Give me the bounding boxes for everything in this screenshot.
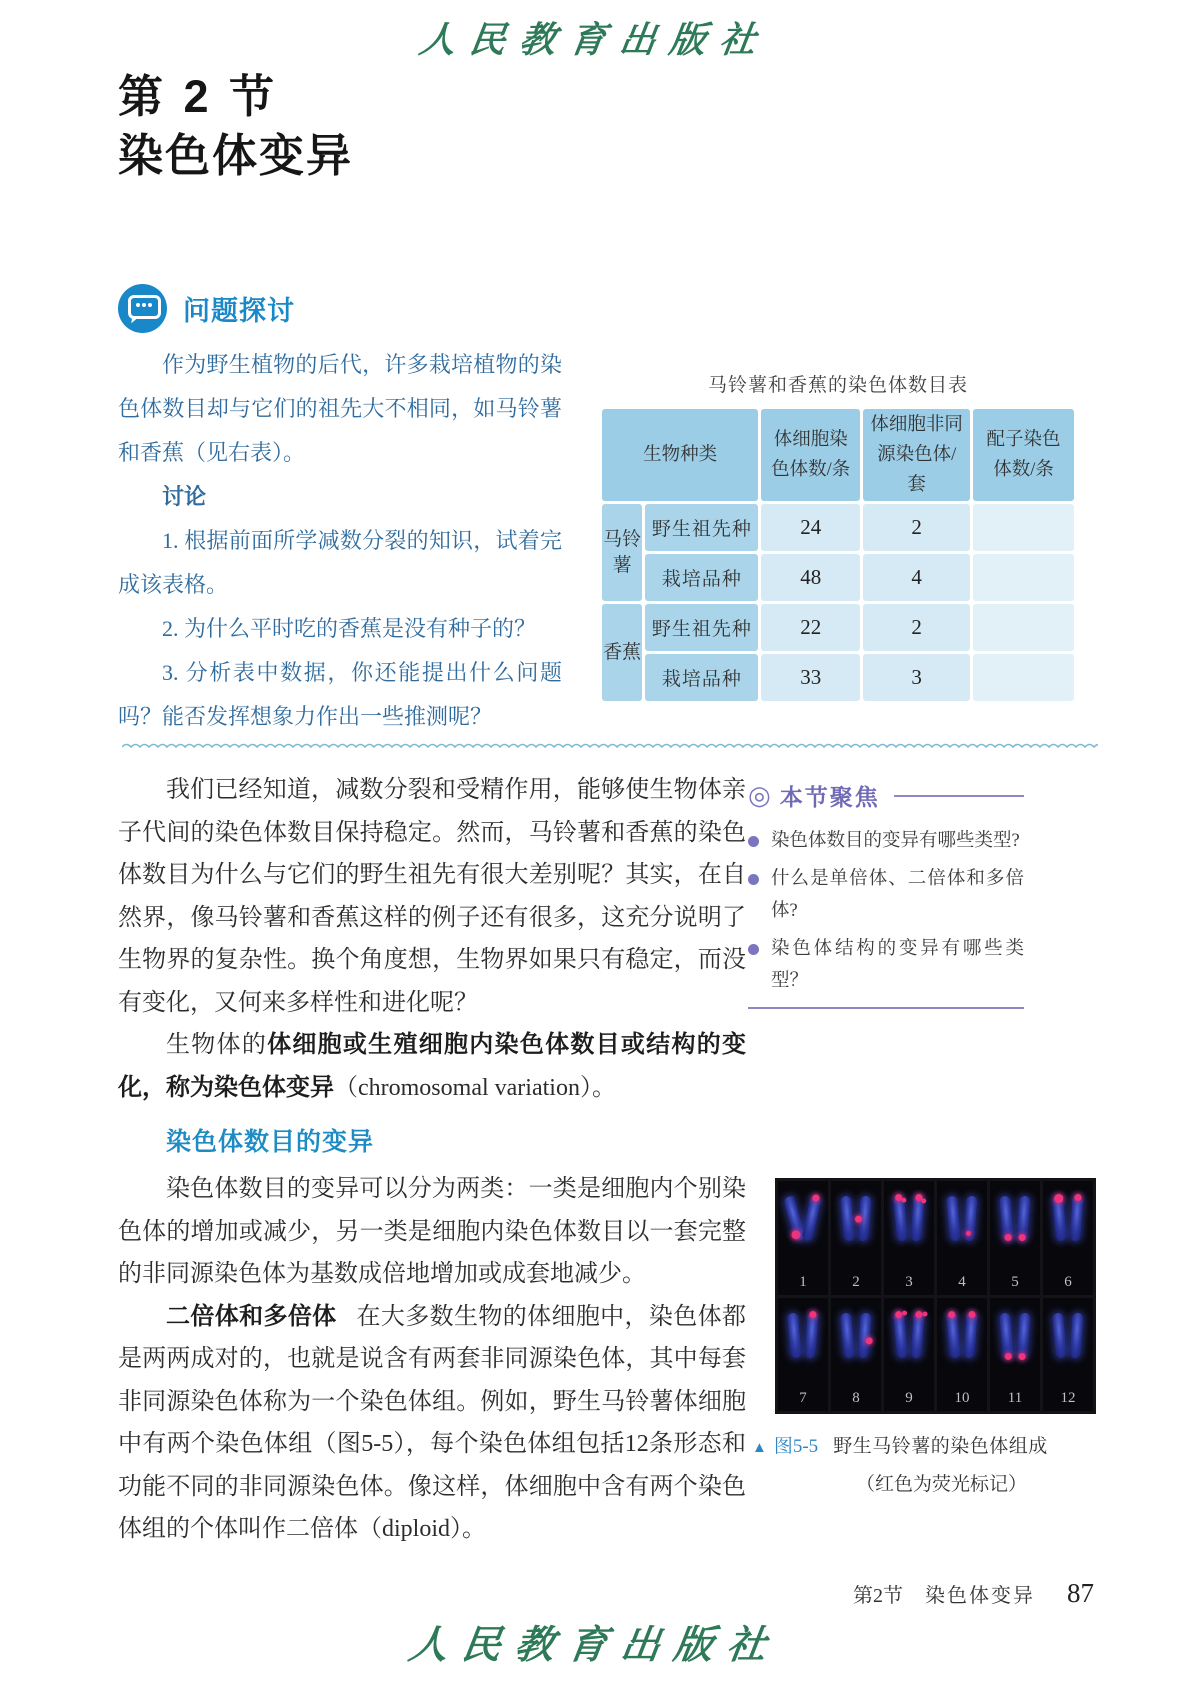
footer-page-number: 87 (1067, 1578, 1094, 1608)
chromosome (1069, 1196, 1083, 1242)
variety-cell: 栽培品种 (645, 654, 758, 701)
chromosome (787, 1312, 802, 1358)
gamete-value-blank (973, 554, 1074, 601)
gamete-value-blank (973, 504, 1074, 551)
panel-number: 4 (958, 1273, 966, 1290)
section-focus-box (748, 779, 1024, 1009)
gamete-value-blank (973, 604, 1074, 651)
panel-number: 7 (799, 1390, 807, 1406)
panel-number: 12 (1060, 1390, 1076, 1406)
chromosome-pair (895, 1196, 923, 1241)
karyotype-panel (778, 1181, 828, 1295)
panel-number: 2 (852, 1273, 860, 1290)
publisher-logo-top: 人民教育出版社 (416, 19, 773, 61)
header-species: 生物种类 (602, 409, 758, 501)
sets-value: 2 (863, 604, 970, 651)
focus-bottom-line (748, 1007, 1024, 1009)
karyotype-panel (990, 1298, 1040, 1412)
data-table (599, 406, 1077, 704)
karyotype-panel (1043, 1181, 1093, 1295)
karyotype-panel (937, 1181, 987, 1295)
definition-prefix: 生物体的 (166, 1032, 268, 1058)
definition-suffix: （chromosomal variation）。 (334, 1074, 616, 1101)
chromosome (1052, 1196, 1067, 1242)
page-footer (0, 1578, 1094, 1609)
page-title (118, 68, 353, 186)
discussion-item: 3. 分析表中数据，你还能提出什么问题吗？能否发挥想象力作出一些推测呢？ (118, 660, 562, 729)
somatic-value: 48 (761, 554, 860, 601)
karyotype-panel (831, 1298, 881, 1412)
discussion-items (118, 519, 562, 739)
problem-discussion-text (118, 343, 562, 739)
problem-discussion-box (118, 284, 562, 739)
chromosome (1016, 1312, 1030, 1358)
somatic-value: 24 (761, 504, 860, 551)
paragraph-definition (118, 1024, 746, 1109)
focus-bullet-item (748, 825, 1024, 857)
focus-bullet-text: 染色体数目的变异有哪些类型? (771, 831, 1020, 851)
section-title: 染色体变异 (118, 130, 354, 181)
focus-bullet-list (748, 825, 1024, 997)
sets-value: 4 (863, 554, 970, 601)
speech-bubble-shape (128, 295, 161, 319)
problem-discussion-label: 问题探讨 (183, 296, 295, 326)
chromosome (804, 1312, 818, 1358)
wavy-divider-path (122, 745, 1098, 748)
variety-cell: 栽培品种 (645, 554, 758, 601)
figure-caption-line (752, 1431, 1098, 1458)
chromosome (857, 1196, 871, 1242)
chromosome (963, 1312, 977, 1358)
karyotype-panel (884, 1181, 934, 1295)
chromosome (910, 1312, 924, 1358)
chromosome-number-table (599, 370, 1077, 704)
footer-section-title: 染色体变异 (925, 1585, 1035, 1607)
table-row (602, 604, 1074, 651)
species-banana: 香蕉 (602, 604, 642, 701)
chromosome (946, 1196, 961, 1242)
chromosome-pair (948, 1313, 976, 1358)
chromosome-pair (948, 1196, 976, 1241)
speech-bubble-dots (136, 303, 140, 307)
publisher-logo-bottom: 人民教育出版社 (405, 1622, 784, 1668)
chromosome (893, 1312, 908, 1358)
table-row (602, 654, 1074, 701)
sets-value: 3 (863, 654, 970, 701)
header-gamete: 配子染色体数/条 (973, 409, 1074, 501)
chromosome-pair (895, 1313, 923, 1358)
chromosome (893, 1196, 908, 1242)
panel-number: 5 (1011, 1273, 1019, 1290)
discussion-item: 2. 为什么平时吃的香蕉是没有种子的？ (162, 616, 537, 641)
chromosome (857, 1312, 871, 1358)
panel-number: 9 (905, 1390, 913, 1406)
panel-number: 1 (799, 1273, 807, 1290)
paragraph-variation-types: 染色体数目的变异可以分为两类：一类是细胞内个别染色体的增加或减少，另一类是细胞内染色体数目以一套完整的非同源染色体为基数成倍地增加或成套地减少。 (118, 1176, 746, 1287)
table-header-row (602, 409, 1074, 501)
focus-title: 本节聚焦 (779, 784, 880, 810)
chromosome (999, 1196, 1014, 1242)
header-nonhomologous: 体细胞非同源染色体/套 (863, 409, 970, 501)
figure-caption-note: （红色为荧光标记） (856, 1474, 1028, 1495)
wavy-divider (122, 740, 1098, 752)
table-row (602, 504, 1074, 551)
section-number: 第 2 节 (118, 71, 279, 122)
paragraph-diploid-polyploid (118, 1296, 746, 1551)
sets-value: 2 (863, 504, 970, 551)
focus-rule-line (894, 795, 1024, 797)
chromosome (840, 1312, 855, 1358)
paragraph-intro: 我们已经知道，减数分裂和受精作用，能够使生物体亲子代间的染色体数目保持稳定。然而，马铃薯和香蕉的染色体数目为什么与它们的野生祖先有很大差别呢？其实，在自然界，像马铃薯和香蕉这样的例子还有很多，这充分说明了生物界的复杂性。换个角度想，生物界如果只有稳定，而没有变化，又何来多样性和进化呢？ (118, 777, 746, 1016)
bullet-dot-icon (748, 944, 759, 955)
karyotype-panel (831, 1181, 881, 1295)
figure-caption (752, 1431, 1098, 1496)
panel-number: 8 (852, 1390, 860, 1406)
chromosome (840, 1196, 855, 1242)
bullet-dot-icon (748, 836, 759, 847)
problem-discussion-header (118, 284, 562, 333)
panel-number: 6 (1064, 1273, 1072, 1290)
chromosome (963, 1196, 977, 1242)
table-title: 马铃薯和香蕉的染色体数目表 (707, 375, 968, 396)
chromosome-pair (1001, 1313, 1029, 1358)
karyotype-panel (778, 1298, 828, 1412)
diploid-lead-term: 二倍体和多倍体 (166, 1302, 337, 1330)
diploid-text: 在大多数生物的体细胞中，染色体都是两两成对的，也就是说含有两套非同源染色体，其中每套非同源染色体称为一个染色体组。例如，野生马铃薯体细胞中有两个染色体组（图5-5），每个染色体组包括12条形态和功能不同的非同源染色体。像这样，体细胞中含有两个染色体组的个体叫作二倍体（diploid）。 (118, 1303, 747, 1542)
focus-bullet-item (748, 863, 1024, 927)
chromosome-pair (842, 1313, 870, 1358)
speech-bubble-icon (118, 284, 167, 333)
karyotype-panel (1043, 1298, 1093, 1412)
karyotype-panel (884, 1298, 934, 1412)
caption-triangle-icon: ▲ (752, 1440, 767, 1456)
chromosome-pair (1001, 1196, 1029, 1241)
chromosome (1052, 1312, 1067, 1358)
chromosome (801, 1195, 821, 1241)
chromosome (910, 1196, 924, 1242)
definition-bold: 体细胞或生殖细胞内染色体数目或结构的变化，称为染色体变异 (118, 1031, 747, 1101)
variety-cell: 野生祖先种 (645, 504, 758, 551)
bullseye-icon: ◎ (748, 780, 771, 810)
chromosome (1016, 1196, 1030, 1242)
focus-header (748, 779, 1024, 812)
header-somatic: 体细胞染色体数/条 (761, 409, 860, 501)
somatic-value: 22 (761, 604, 860, 651)
chromosome (1069, 1312, 1083, 1358)
figure-caption-text: 野生马铃薯的染色体组成 (833, 1436, 1048, 1457)
chromosome-pair (789, 1313, 817, 1358)
table-row (602, 554, 1074, 601)
panel-number: 11 (1007, 1390, 1023, 1406)
focus-bullet-text: 染色体结构的变异有哪些类型？ (771, 939, 1024, 991)
karyotype-grid (775, 1178, 1096, 1414)
main-text-column (118, 769, 746, 1551)
chromosome-pair (1054, 1196, 1082, 1241)
panel-number: 3 (905, 1273, 913, 1290)
variety-cell: 野生祖先种 (645, 604, 758, 651)
somatic-value: 33 (761, 654, 860, 701)
discussion-label: 讨论 (162, 484, 207, 509)
panel-number: 10 (954, 1390, 970, 1406)
gamete-value-blank (973, 654, 1074, 701)
focus-bullet-item (748, 933, 1024, 997)
chromosome (946, 1312, 961, 1358)
focus-bullet-text: 什么是单倍体、二倍体和多倍体? (771, 869, 1024, 921)
heading-number-variation: 染色体数目的变异 (166, 1128, 375, 1156)
bullet-dot-icon (748, 874, 759, 885)
karyotype-panel (937, 1298, 987, 1412)
chromosome-pair (842, 1196, 870, 1241)
discussion-item: 1. 根据前面所学减数分裂的知识，试着完成该表格。 (118, 528, 562, 597)
figure-label: 图5-5 (773, 1436, 819, 1457)
species-potato: 马铃薯 (602, 504, 642, 601)
chromosome-pair (1054, 1313, 1082, 1358)
footer-section: 第2节 (853, 1585, 903, 1607)
problem-intro: 作为野生植物的后代，许多栽培植物的染色体数目却与它们的祖先大不相同，如马铃薯和香蕉（见右表）。 (118, 352, 562, 465)
karyotype-panel (990, 1181, 1040, 1295)
chromosome (999, 1312, 1014, 1358)
chromosome-pair (789, 1196, 817, 1241)
karyotype-figure (775, 1178, 1096, 1414)
